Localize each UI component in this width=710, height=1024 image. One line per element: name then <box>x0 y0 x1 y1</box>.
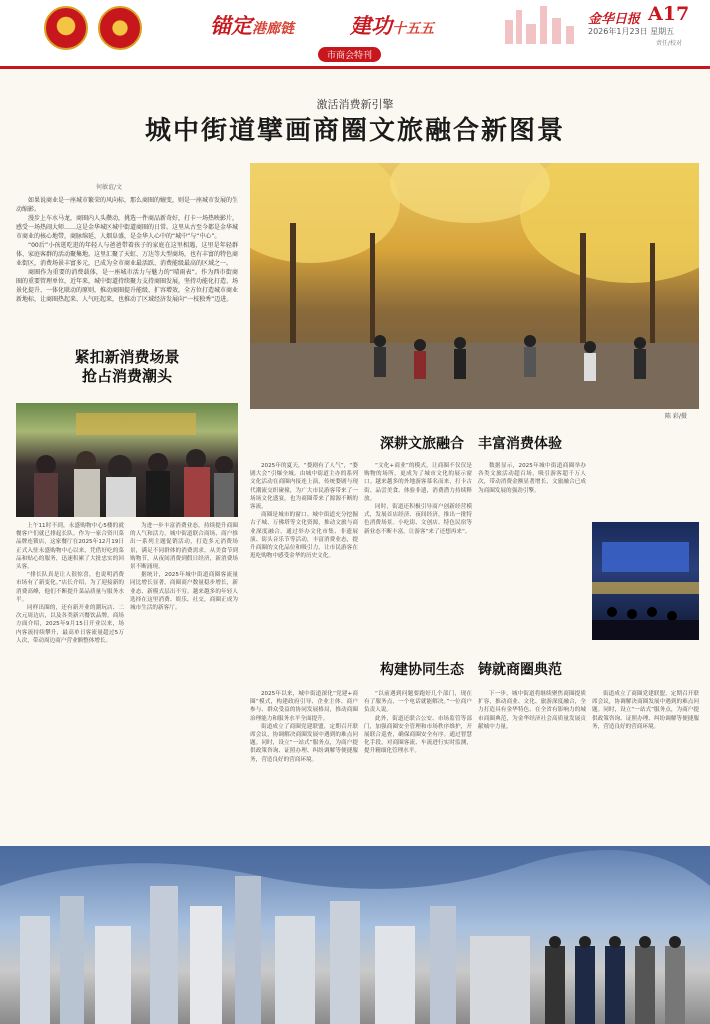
kicker: 激活消费新引擎 <box>316 98 394 111</box>
body-paragraph: 2025年以来，城中街道深化“党建+商圈”模式，构建政府引导、企业主体、商户参与、群众受益的协同发展格局，推动商圈治理能力和服务水平全面提升。 <box>250 691 358 722</box>
body-paragraph: 街道成立了商圈党建联盟，定期召开联席会议，协调解决商圈发展中遇到的难点问题。同时，设立“一站式”服务点，为商户提供政策咨询、证照办理、纠纷调解等便捷服务，营造良好的营商环境。 <box>592 691 699 730</box>
crowd-illustration <box>16 403 238 517</box>
body-paragraph: “文化+商业”的模式，让商圈不仅仅是购物的场所，更成为了城市文化的展示窗口。越来越多的外地游客慕名而来，打卡古街、品尝美食、体验非遗，消费潜力持续释放。 <box>364 463 472 502</box>
body-paragraph: 街道成立了商圈党建联盟，定期召开联席会议，协调解决商圈发展中遇到的难点问题。同时，设立“一站式”服务点，为商户提供政策咨询、证照办理、纠纷调解等便捷服务，营造良好的营商环境。 <box>250 723 358 763</box>
slogan-left-sub: 港廊链 <box>252 21 294 37</box>
editor-credit: 责任/校对 <box>656 40 683 47</box>
section1-body-col2 <box>130 522 238 874</box>
slogan-banner <box>200 10 480 48</box>
slogan-right <box>350 10 434 40</box>
masthead <box>0 0 710 66</box>
paper-name: 金华日报 <box>588 12 641 27</box>
body-paragraph: “排长队真是让人很惊喜，也说明消费市场有了新变化。”店长介绍，为了迎接新的消费高峰，他们不断提升菜品质量与服务水平。 <box>16 572 124 603</box>
slogan-right-sub: 十五五 <box>392 21 434 37</box>
lead-paragraph: “00后”小孩逛吃逛的年轻人与爸爸带着孩子的家庭在这里相遇，这里是年轻群体、家庭客群的活动聚集地。这里汇聚了天虹、万达等大型商场，也有丰富的特色商业街区，消费场景丰富多元，已成为全市商业最活跃、消费能级最高的区域之一。 <box>16 242 239 267</box>
national-emblem-icon <box>44 6 88 50</box>
body-paragraph: 此外，街道还联合公安、市场监管等部门，加强商圈安全管理和市场秩序维护，开展联合巡查，确保商圈安全有序。通过智慧化手段，对商圈客流、车流进行实时监测，提升精细化管理水平。 <box>364 715 472 755</box>
night-market-photo <box>592 522 699 640</box>
section3-body-col3 <box>478 690 586 842</box>
header-rule <box>0 66 710 69</box>
slogan-left <box>210 10 294 40</box>
ginkgo-street-illustration <box>250 163 699 409</box>
section1-title-line2: 抢占消费潮头 <box>81 367 172 385</box>
section1-body-col1 <box>16 522 124 874</box>
crowd-photo <box>16 403 238 517</box>
byline: 何敏谊/文 <box>96 184 123 191</box>
section1-title <box>16 348 238 386</box>
body-paragraph: “以前遇到问题要跑好几个部门，现在有了服务点，一个电话就能解决。”一位商户负责人说。 <box>364 691 472 714</box>
body-paragraph: 数据显示，2025年城中街道商圈举办各类文旅活动超百场，吸引游客超千万人次，带动消费金额显著增长，文旅融合已成为商圈发展的强劲引擎。 <box>478 463 586 494</box>
skyline-decoration <box>500 0 590 44</box>
section2-body-col3 <box>478 462 586 648</box>
lead-paragraph: 如果说商业是一座城市繁荣的风向标，那么商圈的嬗变，则是一座城市发展的生动缩影。 <box>16 197 239 213</box>
body-paragraph: 上午11时不到，永盛购物中心5楼的就餐客户们就已排起长队。作为一家合资川菜品牌连锁店，这家餐厅在2025年12月19日正式入驻永盛购物中心以来，凭借好吃的菜品和贴心的服务，迅速积累了大批忠实的回头客。 <box>16 523 124 571</box>
lead-paragraph: 商圈作为重要的消费载体，是一座城市活力与魅力的“晴雨表”。作为西市街商圈的重要管理单位，近年来，城中街道持续聚力支持商圈发展，坚持功能化打造、场景化提升、一体化联动的原则，推动商圈提升能级、扩容增效，全方位打造城市商业新地标，让商圈热起来、人气旺起来，也推动了区域经济发展向“一枝独秀”迈进。 <box>16 269 239 303</box>
section1-title-line1: 紧扣新消费场景 <box>74 348 180 366</box>
section2-title: 深耕文旅融合 丰富消费体验 <box>380 436 562 452</box>
lead-text <box>16 196 238 304</box>
body-paragraph: 为进一步丰富消费业态，持续提升商圈的人气和活力，城中街道联合商场、商户推出一系列主题促销活动，打造多元消费场景，满足不同群体的消费需求。从美食节到购物节，从夜间消费到假日经济，新消费场景不断涌现。 <box>130 523 238 571</box>
lead-paragraph: 漫步上车水马龙，商圈内人头攒动，挑选一件商品新奇好，打卡一场热映影片，感受一场热闹大师……这是金华城区城中街道商圈的日常。这里从古至今都是金华城市商业的核心地带，商脉绵延，人烟阜盛，是金华人心中的“城中”与“中心”。 <box>16 215 239 240</box>
section2-body-col1 <box>250 462 358 648</box>
body-paragraph: 同样出圈的，还有新开业的潮玩店、二次元周边店，以及各类新兴餐饮品牌。商场方面介绍，2025年9月15日开业以来，场内客流持续攀升，最高单日客流量超过5万人次，带动周边商户营业额整体增长。 <box>16 605 124 644</box>
issue-date: 2026年1月23日 星期五 <box>588 27 675 36</box>
city-skyline-photo <box>0 846 710 1024</box>
main-street-photo <box>250 163 699 409</box>
slogan-left-main: 锚定 <box>210 13 252 38</box>
body-paragraph: 同时，街道还积极引导商户创新经营模式，发展首店经济、夜间经济，推出一批特色消费场景。小吃街、文创店、特色民宿等新业态不断丰富，让游客“来了还想再来”。 <box>364 504 472 535</box>
body-paragraph: 2025年的夏天，“婺剧有了人气”，“婺剧大会”引爆全城。由城中街道主办的系列文化活动在商圈内接连上演，传统婺剧与现代潮流交织碰撞，为广大市民游客带来了一场场文化盛宴，也为商圈带来了源源不断的客流。 <box>250 463 358 511</box>
section3-body-col1 <box>250 690 358 842</box>
page-number: A17 <box>648 3 690 25</box>
body-paragraph: 据统计，2025年城中街道商圈客流量同比增长显著，商圈商户数量稳步增长，新业态、新模式层出不穷。越来越多的年轻人选择在这里消费、娱乐、社交，商圈正成为城市生活的新客厅。 <box>130 572 238 612</box>
skyline-illustration <box>0 846 710 1024</box>
special-edition-tag: 市商会特刊 <box>318 47 381 62</box>
section3-title: 构建协同生态 铸就商圈典范 <box>380 662 562 678</box>
page-title: 城中街道擘画商圈文旅融合新图景 <box>144 116 565 146</box>
section3-body-col2 <box>364 690 472 842</box>
night-market-illustration <box>592 522 699 640</box>
body-paragraph: 商圈是城市的窗口。城中街道充分挖掘古子城、万佛塔等文化资源，推动文旅与商业深度融合。通过举办文化市集、非遗展演、街头音乐节等活动，丰富消费业态，提升商圈的文化品位和吸引力，让市民游客在逛吃购物中感受金华的历史文化。 <box>250 512 358 560</box>
section2-body-col2 <box>364 462 472 648</box>
body-paragraph: 下一步，城中街道将继续聚焦商圈提质扩容，推动商业、文化、旅游深度融合，全力打造具有金华特色、在全省有影响力的城市商圈典范，为金华经济社会高质量发展贡献城中力量。 <box>478 691 586 730</box>
section3-body-col4 <box>592 690 699 850</box>
photo-credit: 陈 彩/摄 <box>665 413 687 420</box>
slogan-right-main: 建功 <box>350 13 392 38</box>
chamber-emblem-icon <box>98 6 142 50</box>
